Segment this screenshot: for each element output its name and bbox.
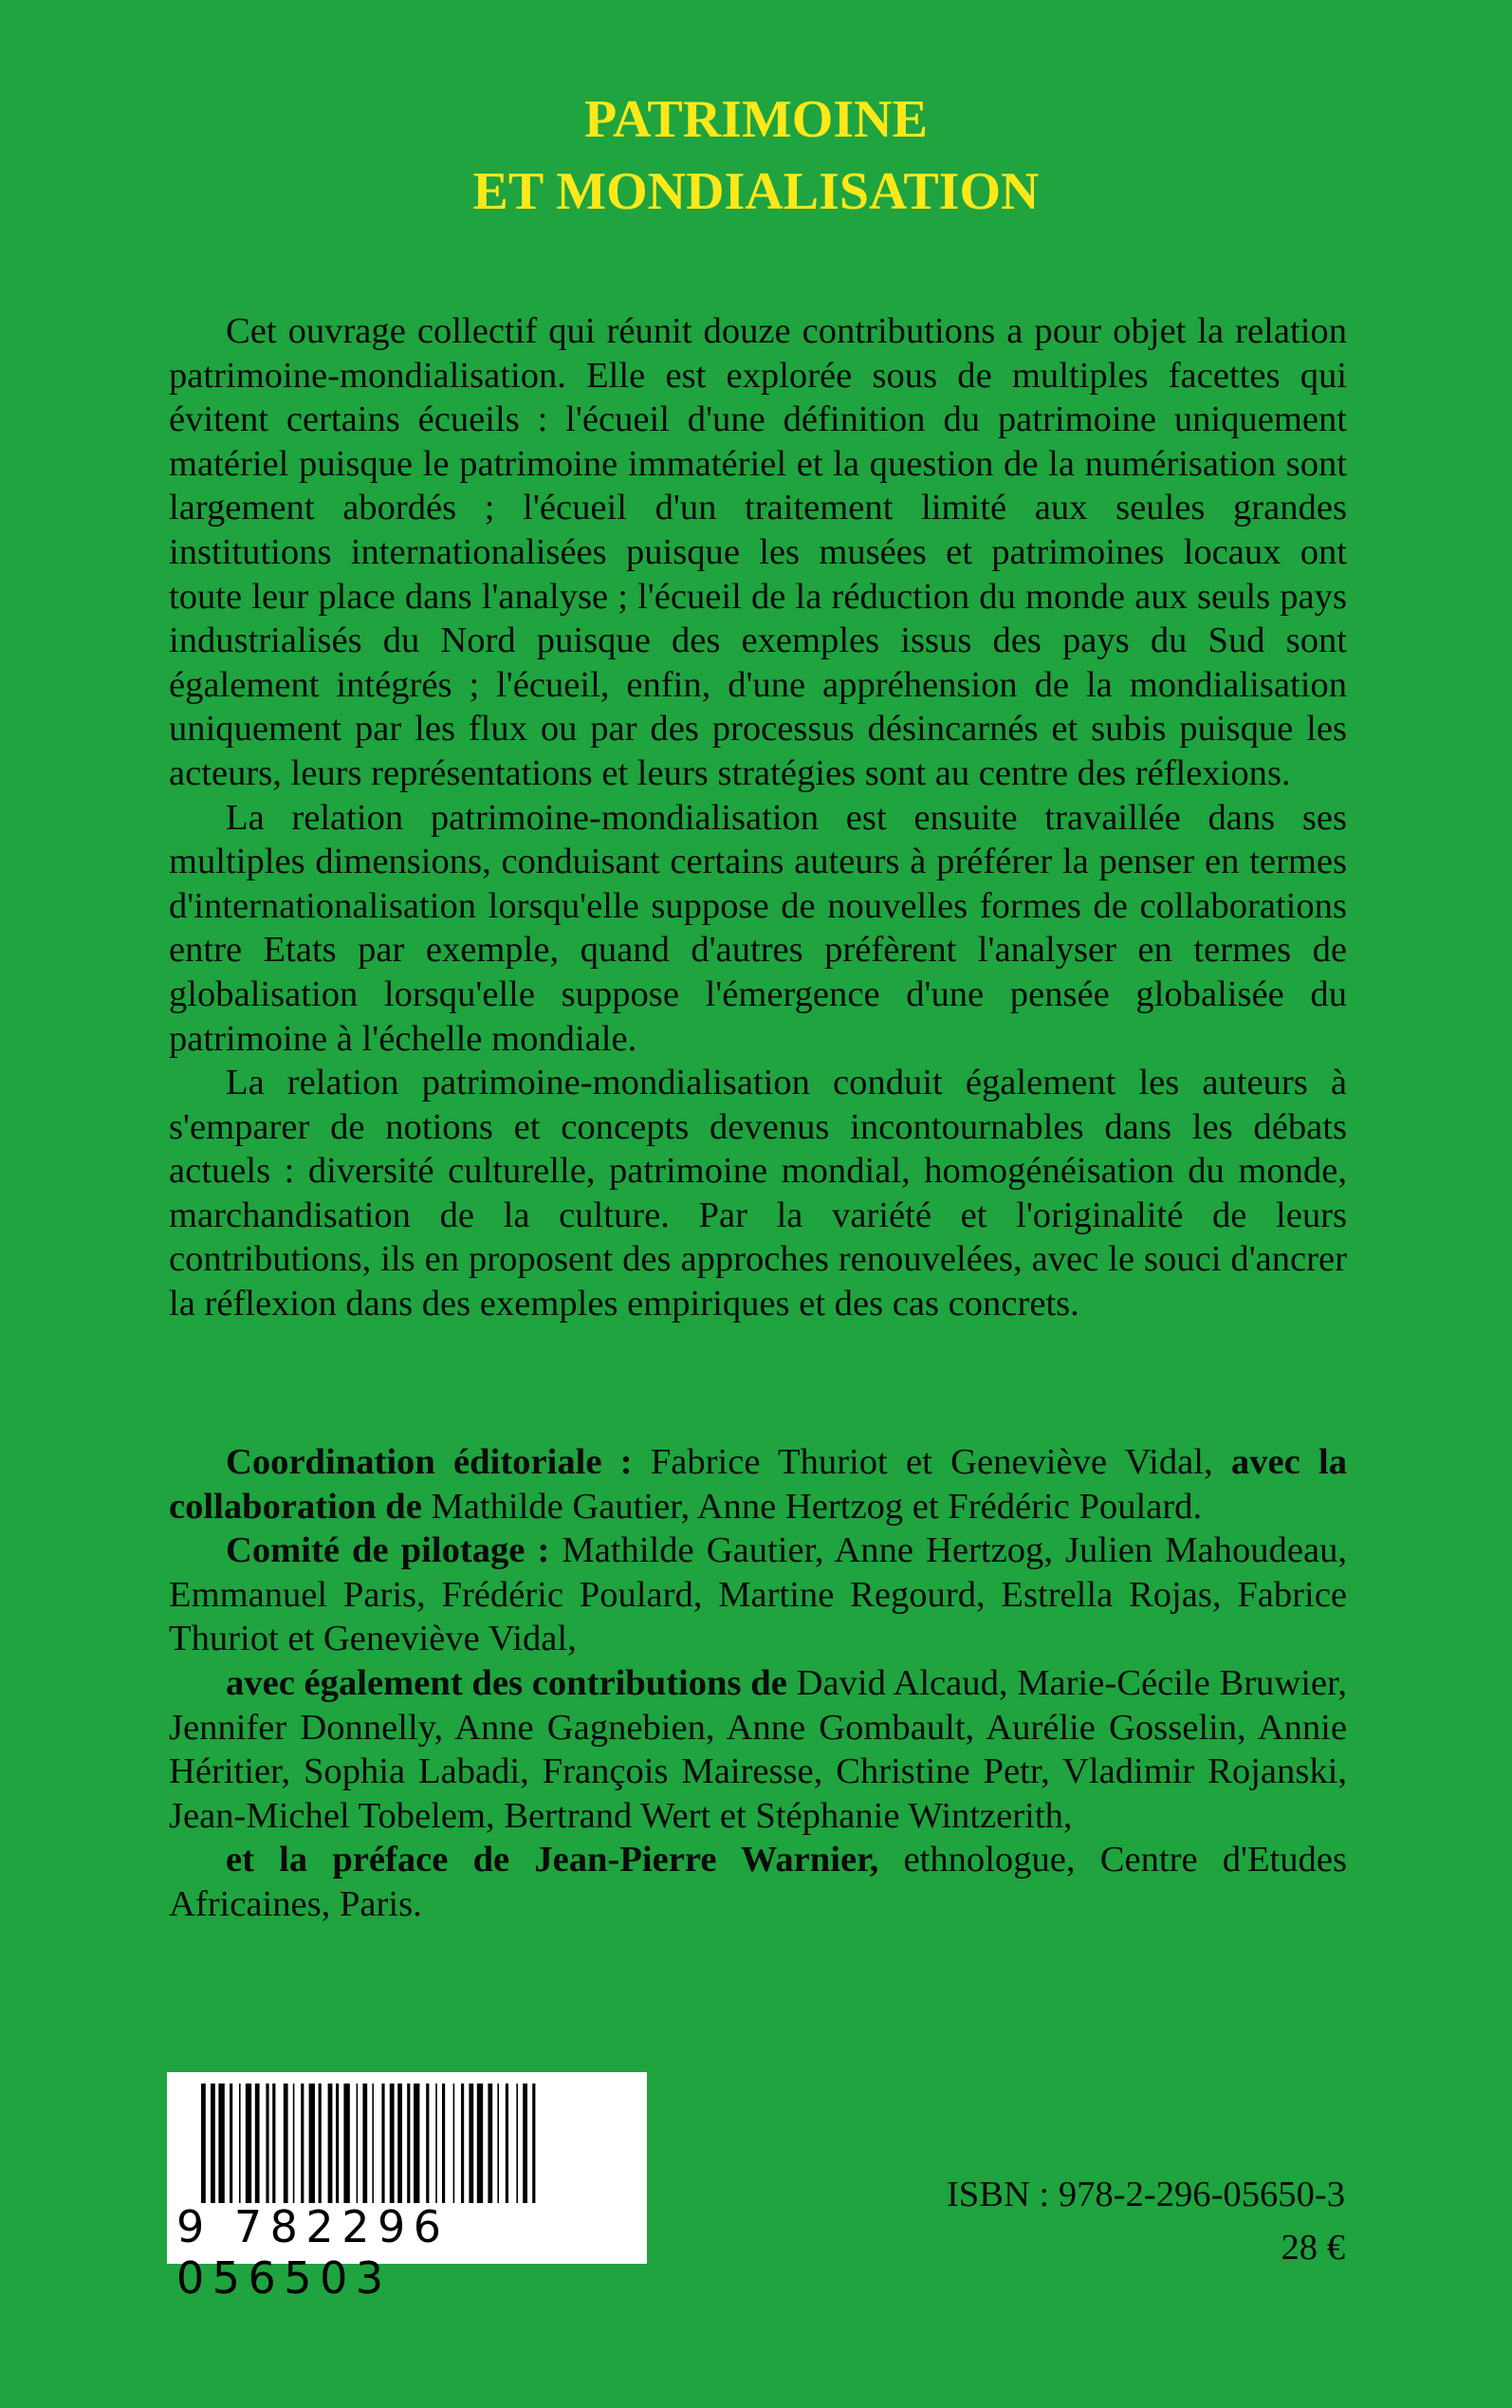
barcode-bar: [309, 2084, 315, 2203]
barcode-bar: [477, 2084, 483, 2203]
coordination-names: Fabrice Thuriot et Geneviève Vidal,: [632, 1442, 1231, 1482]
barcode-bar: [414, 2084, 419, 2203]
barcode-bar: [239, 2084, 241, 2203]
barcode-bar: [218, 2084, 224, 2203]
barcode-bar: [506, 2084, 508, 2203]
barcode-bar: [319, 2084, 322, 2203]
book-title: [0, 83, 1512, 228]
comite-names: Mathilde Gautier, Anne Hertzog, Julien Mahoudeau, Emmanuel Paris, Frédéric Poulard, Martine Regourd, Estrella Rojas, Fabrice Thuriot et Geneviève Vidal,: [169, 1530, 1347, 1659]
summary-paragraph: La relation patrimoine-mondialisation est ensuite travaillée dans ses multiples dimensions, conduisant certains auteurs à préférer la penser en termes d'internationalisation lorsqu'elle suppose de nouvelles formes de collaborations entre Etats par exemple, quand d'autres préfèrent l'analyser en termes de globalisation lorsqu'elle suppose l'émergence d'une pensée globalisée du patrimoine à l'échelle mondiale.: [169, 797, 1347, 1059]
barcode-bar: [488, 2084, 492, 2203]
barcode-bar: [266, 2084, 268, 2203]
coordination-label: Coordination éditoriale :: [226, 1442, 633, 1482]
barcode-bar: [362, 2084, 367, 2203]
collaboration-label: avec la collaboration de: [169, 1442, 1348, 1527]
barcode-bar: [435, 2084, 437, 2203]
barcode-bar: [381, 2084, 384, 2203]
barcode-bar: [523, 2084, 527, 2203]
barcode-bar: [442, 2084, 445, 2203]
barcode-bar: [469, 2084, 473, 2203]
title-line-1: PATRIMOINE: [584, 90, 928, 149]
barcode-bar: [497, 2084, 499, 2203]
barcode-bar: [255, 2084, 260, 2203]
comite-label: Comité de pilotage :: [226, 1530, 550, 1571]
barcode-bar: [211, 2084, 215, 2203]
summary-paragraph: Cet ouvrage collectif qui réunit douze contributions a pour objet la relation patrimoine-mondialisation. Elle est explorée sous de multiples facettes qui évitent certains écueils : l'écueil d'une définition du patrimoine uniquement matériel puisque le patrimoine immatériel et la question de la numérisation sont largement abordés ; l'écueil d'un traitement limité aux seules grandes institutions internationalisées puisque les musées et patrimoines locaux ont toute leur place dans l'analyse ; l'écueil de la réduction du monde aux seuls pays industrialisés du Nord puisque des exemples issus des pays du Sud sont également intégrés ; l'écueil, enfin, d'une appréhension de la mondialisation uniquement par les flux ou par des processus désincarnés et subis puisque les acteurs, leurs représentations et leurs stratégies sont au centre des réflexions.: [169, 311, 1347, 793]
barcode-bars: [180, 2084, 634, 2203]
contributions-names: David Alcaud, Marie-Cécile Bruwier, Jennifer Donnelly, Anne Gagnebien, Anne Gombault, Aurélie Gosselin, Annie Héritier, Sophia Labadi, François Mairesse, Christine Petr, Vladimir Rojanski, Jean-Michel Tobelem, Bertrand Wert et Stéphanie Wintzerith,: [169, 1662, 1347, 1836]
contributions-label: avec également des contributions de: [226, 1662, 787, 1703]
credits-contributions: [169, 1661, 1347, 1838]
barcode-bar: [284, 2084, 288, 2203]
collaboration-names: Mathilde Gautier, Anne Hertzog et Frédéric Poulard.: [421, 1486, 1203, 1527]
preface-label: et la préface de Jean-Pierre Warnier,: [226, 1840, 879, 1880]
barcode-digits: 9 782296 056503: [176, 2201, 450, 2304]
barcode-bar: [532, 2084, 535, 2203]
barcode-bar: [516, 2084, 518, 2203]
barcode-bar: [372, 2084, 374, 2203]
barcode-bar: [246, 2084, 251, 2203]
barcode-bar: [390, 2084, 395, 2203]
barcode-bar: [343, 2084, 349, 2203]
price: 28 €: [1281, 2228, 1345, 2268]
barcode-bar: [426, 2084, 429, 2203]
barcode-bar: [357, 2084, 359, 2203]
barcode-bar: [453, 2084, 455, 2203]
barcode-bar: [301, 2084, 304, 2203]
barcode-bar: [336, 2084, 339, 2203]
barcode-bar: [461, 2084, 464, 2203]
barcode: [167, 2072, 647, 2304]
barcode-bar: [328, 2084, 333, 2203]
credits-block: [169, 1440, 1347, 1927]
credits-comite: [169, 1528, 1347, 1661]
barcode-bar: [293, 2084, 295, 2203]
summary-paragraph: La relation patrimoine-mondialisation conduit également les auteurs à s'emparer de notions et concepts devenus incontournables dans les débats actuels : diversité culturelle, patrimoine mondial, homogénéisation du monde, marchandisation de la culture. Par la variété et l'originalité de leurs contributions, ils en proposent des approches renouvelées, avec le souci d'ancrer la réflexion dans des exemples empiriques et des cas concrets.: [169, 1063, 1347, 1324]
credits-preface: [169, 1838, 1347, 1926]
credits-coordination: [169, 1440, 1347, 1528]
barcode-bar: [230, 2084, 232, 2203]
barcode-bar: [397, 2084, 402, 2203]
isbn: ISBN : 978-2-296-05650-3: [946, 2175, 1345, 2214]
summary-text: [169, 309, 1347, 1326]
barcode-bar: [407, 2084, 410, 2203]
title-line-2: ET MONDIALISATION: [472, 162, 1040, 221]
barcode-bar: [201, 2084, 206, 2203]
barcode-bar: [272, 2084, 275, 2203]
preface-text: ethnologue, Centre d'Etudes Africaines, Paris.: [169, 1840, 1347, 1924]
